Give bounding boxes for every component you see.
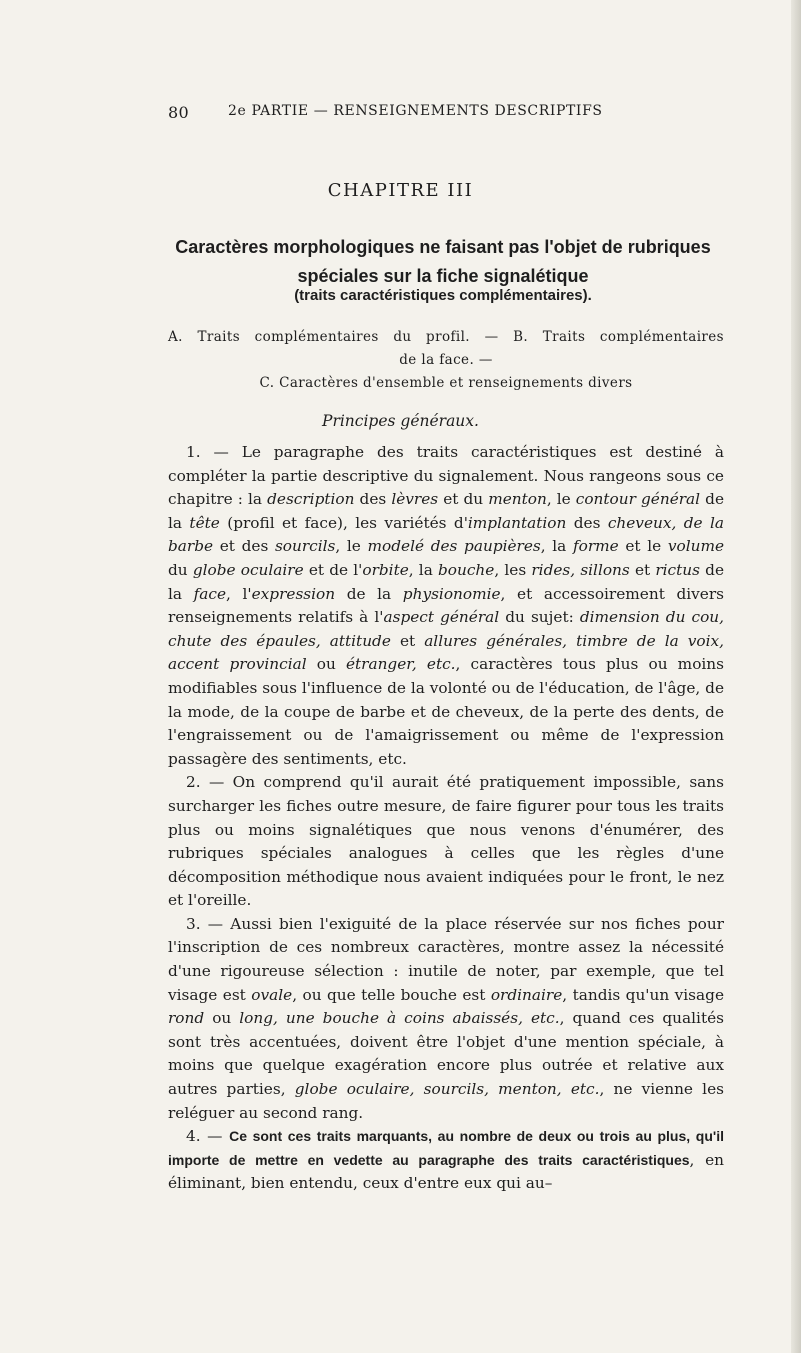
page-edge: [791, 0, 801, 1353]
chapter-title: Caractères morphologiques ne faisant pas l'objet de rubriques spéciales sur la fiche signalétique: [175, 237, 711, 286]
paragraph-2: 2. — On comprend qu'il aurait été pratiquement impossible, sans surcharger les fiches outre mesure, de faire figurer pour tous les traits plus ou moins signalétiques que nous venons d'énumérer, des rubriques spéciales analogues à celles que les règles d'une décomposition méthodique nous avaient indiquées pour le front, le nez et l'oreille.: [168, 773, 724, 910]
chapter-label: CHAPITRE III: [327, 180, 474, 201]
running-title: 2e PARTIE — RENSEIGNEMENTS DESCRIPTIFS: [228, 103, 603, 119]
paragraph-3: 3. — Aussi bien l'exiguité de la place réservée sur nos fiches pour l'inscription de ces nombreux caractères, montre assez la nécessité d'une rigoureuse sélection : inutile de noter, par exemple, que tel visage est ovale, ou que telle bouche est ordinaire, tandis qu'un visage rond ou long, une bouche à coins abaissés, etc., quand ces qualités sont très accentuées, doivent être l'objet d'une mention spéciale, à moins que quelque exagération encore plus outrée et relative aux autres parties, globe oculaire, sourcils, menton, etc., ne vienne les reléguer au second rang.: [168, 914, 724, 1122]
summary-line-3: C. Caractères d'ensemble et renseignements divers: [259, 375, 633, 391]
summary-line-2: de la face. —: [399, 352, 493, 368]
section-heading: Principes généraux.: [322, 412, 479, 430]
chapter-subtitle: (traits caractéristiques complémentaires).: [294, 287, 592, 304]
chapter-summary: [168, 326, 724, 395]
paragraph-4: 4. — Ce sont ces traits marquants, au nombre de deux ou trois au plus, qu'il importe de mettre en vedette au paragraphe des traits caractéristiques, en éliminant, bien entendu, ceux d'entre eux qui au–: [168, 1127, 724, 1193]
paragraph-1: 1. — Le paragraphe des traits caractéristiques est destiné à compléter la partie descriptive du signalement. Nous rangeons sous ce chapitre : la description des lèvres et du menton, le contour général de la tête (profil et face), les variétés d'implantation des cheveux, de la barbe et des sourcils, le modelé des paupières, la forme et le volume du globe oculaire et de l'orbite, la bouche, les rides, sillons et rictus de la face, l'expression de la physionomie, et accessoirement divers renseignements relatifs à l'aspect général du sujet: dimension du cou, chute des épaules, attitude et allures générales, timbre de la voix, accent provincial ou étranger, etc., caractères tous plus ou moins modifiables sous l'influence de la volonté ou de l'éducation, de l'âge, de la mode, de la coupe de barbe et de cheveux, de la perte des dents, de l'engraissement ou de l'amaigrissement ou même de l'expression passagère des sentiments, etc.: [168, 443, 725, 768]
page-number: 80: [168, 103, 189, 122]
summary-line-1: A. Traits complémentaires du profil. — B. Traits complémentaires: [168, 329, 724, 345]
body-text: [168, 441, 724, 1196]
